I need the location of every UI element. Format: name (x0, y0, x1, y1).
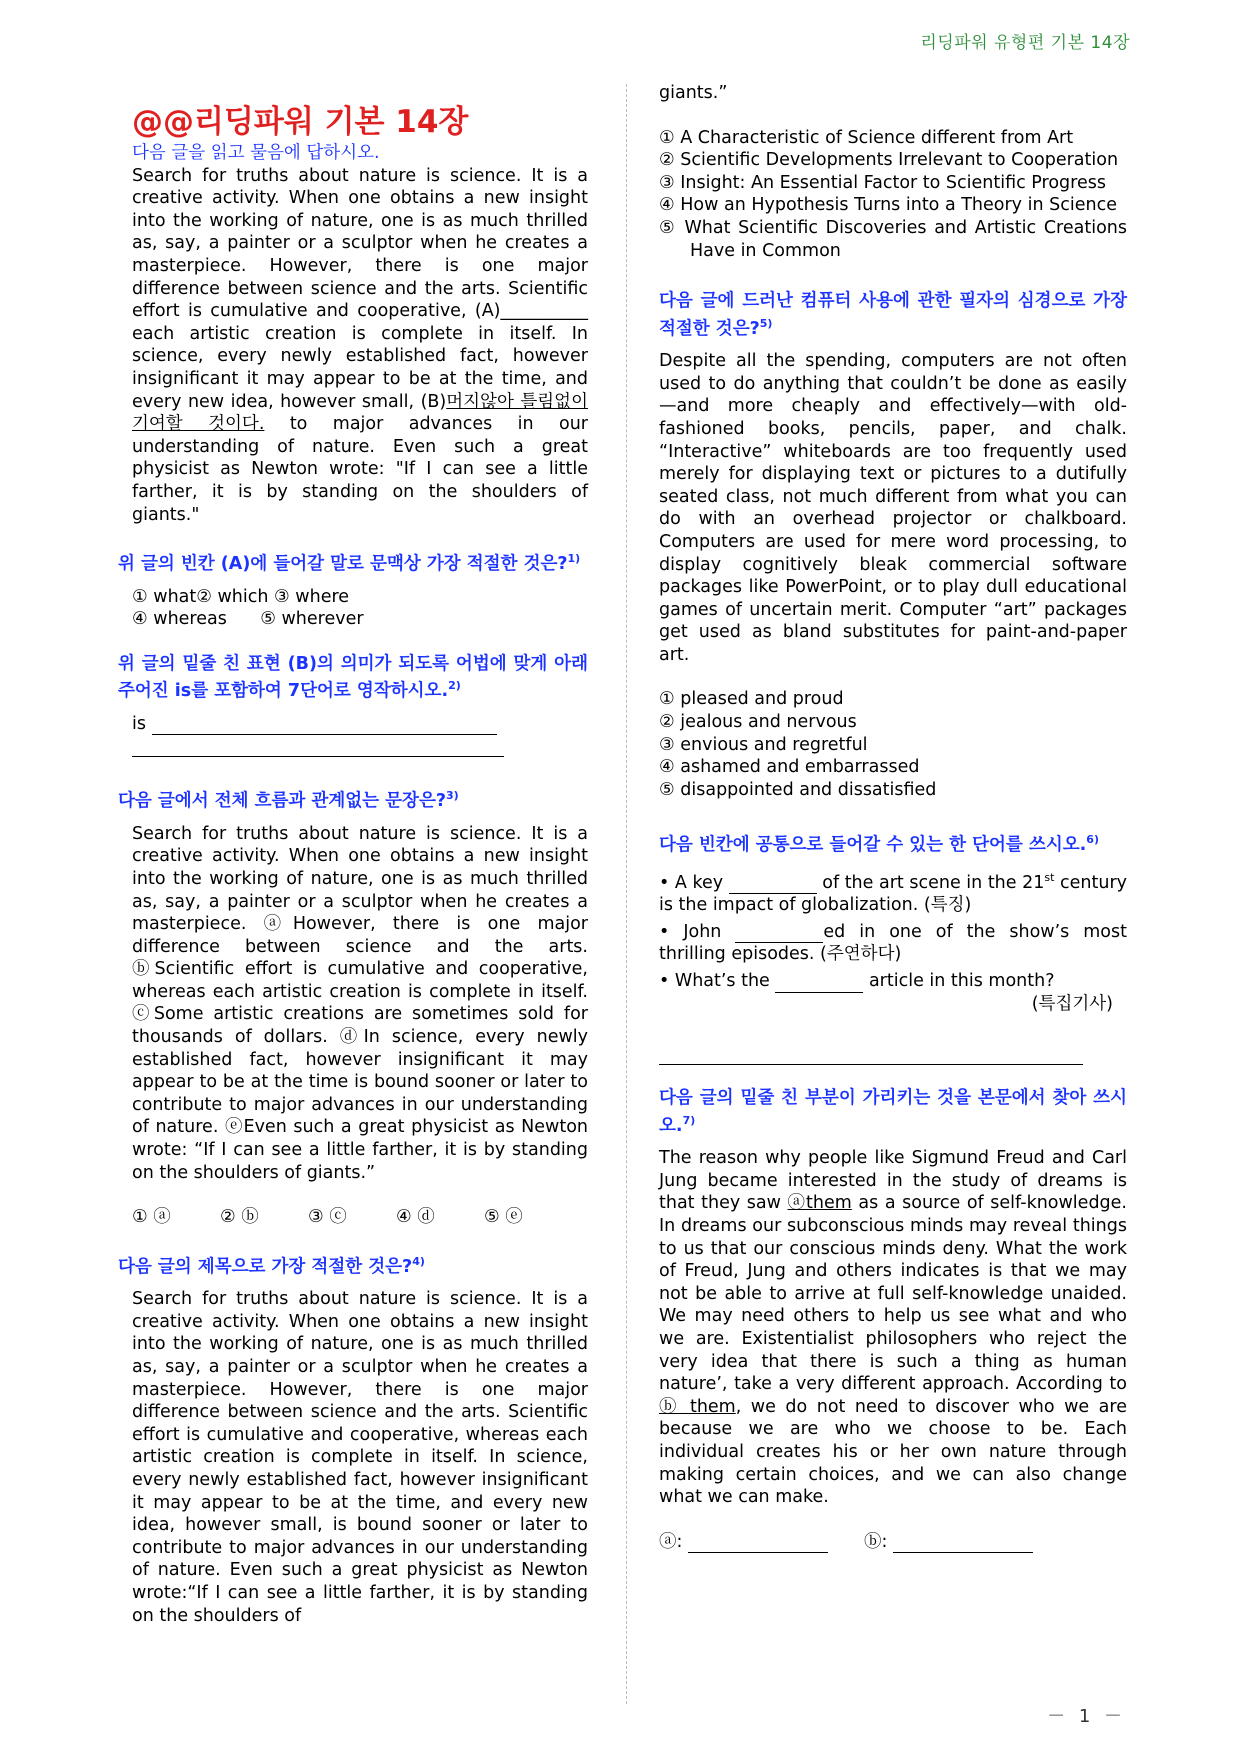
question-5: 다음 글에 드러난 컴퓨터 사용에 관한 필자의 심경으로 가장 적절한 것은?$^{5)}$ (659, 291, 1127, 339)
question-3: 다음 글에서 전체 흐름과 관계없는 문장은?$^{3)}$ (118, 789, 459, 812)
q4-option-5[interactable]: ⑤ What Scientific Discoveries and Artistic Creations Have in Common (659, 217, 1127, 261)
q6-blank-3[interactable] (775, 975, 863, 993)
passage-4-end: giants.” (659, 83, 728, 103)
intro-instruction: 다음 글을 읽고 물음에 답하시오. (132, 143, 380, 163)
q2-answer-line-2[interactable] (132, 735, 504, 757)
q3-option-5[interactable]: ⑤ ⓔ (484, 1207, 523, 1228)
blank-a: __________ (500, 301, 588, 322)
q4-option-2[interactable]: ② Scientific Developments Irrelevant to Cooperation (659, 150, 1119, 171)
underlined-b: 머지않아 틀림없이 기여할 것이다. (132, 391, 588, 435)
q7-answer-b[interactable]: ⓑ: (864, 1531, 1033, 1554)
q5-option-4[interactable]: ④ ashamed and embarrassed (659, 757, 920, 778)
page-number: － 1 － (1047, 1706, 1126, 1727)
question-2: 위 글의 밑줄 친 표현 (B)의 의미가 되도록 어법에 맞게 아래 주어진 is를 포함하여 7단어로 영작하시오.$^{2)}$ (118, 653, 588, 702)
passage-7: The reason why people like Sigmund Freud and Carl Jung became interested in the study of dreams is that they saw ⓐthem as a source of self-knowledge. In dreams our subconscious minds may reveal things to us that our conscious minds deny. What the work of Freud, Jung and others indicates is that we may not be able to arrive at full self-knowledge unaided. We may need others to help us see what and who we are. Existentialist philosophers who reject the very idea that there is such a thing as human nature’, take a very different approach. According to ⓑ them, we do not need to discover who we are because we are who we choose to be. Each individual creates his or her own nature through making certain choices, and we can also change what we can make. (659, 1148, 1127, 1508)
question-1: 위 글의 빈칸 (A)에 들어갈 말로 문맥상 가장 적절한 것은?$^{1)}$ (118, 552, 581, 574)
q3-options (132, 1206, 572, 1229)
q7-answer-a[interactable]: ⓐ: (659, 1531, 828, 1554)
q4-option-3[interactable]: ③ Insight: An Essential Factor to Scientific Progress (659, 172, 1106, 193)
q6-blank-2[interactable] (735, 925, 823, 943)
q4-option-4[interactable]: ④ How an Hypothesis Turns into a Theory in Science (659, 195, 1117, 216)
page-title: @@리딩파워 기본 14장 (132, 104, 469, 140)
question-4: 다음 글의 제목으로 가장 적절한 것은?$^{4)}$ (118, 1254, 425, 1277)
passage-1: Search for truths about nature is science. It is a creative activity. When one obtains a new insight into the working of nature, one is as much thrilled as, say, a painter or a sculptor when he creates a masterpiece. However, there is one major difference between science and the arts. Scientific effort is cumulative and cooperative, (A)__________ each artistic creation is complete in itself. In science, every newly established fact, however insignificant it may appear to be at the time, and every new idea, however small, (B)머지않아 틀림없이 기여할 것이다. to major advances in our understanding of nature. Even such a great physicist as Newton wrote: "If I can see a little farther, it is by standing on the shoulders of giants." (132, 165, 588, 525)
q3-option-1[interactable]: ① ⓐ (132, 1207, 171, 1228)
q3-option-2[interactable]: ② ⓑ (220, 1207, 259, 1228)
question-6: 다음 빈칸에 공통으로 들어갈 수 있는 한 단어를 쓰시오.$^{6)}$ (659, 833, 1099, 856)
q6-item-1: • A key of the art scene in the 21st century is the impact of globalization. (특징) (659, 870, 1127, 916)
q1-options-row2[interactable]: ④ whereas ⑤ wherever (132, 609, 364, 630)
page-header: 리딩파워 유형편 기본 14장 (920, 33, 1130, 53)
passage-5: Despite all the spending, computers are not often used to do anything that couldn’t be done as easily—and more cheaply and effectively—with old-fashioned books, pencils, paper, and chalk. “Interactive” whiteboards are too frequently used merely for displaying text or pictures to a dutifully seated class, not much different from what you can do with an overhead projector or chalkboard. Computers are used for mere word processing, to display cognitively bleak commercial software packages like PowerPoint, or to play dull educational games of uncertain merit. Computer “art” packages get used as bland substitutes for paint-and-paper art. (659, 351, 1127, 665)
q6-item-3-hint: (특집기사) (1031, 993, 1113, 1014)
q2-answer-line[interactable]: is (132, 713, 588, 736)
q5-option-2[interactable]: ② jealous and nervous (659, 712, 857, 733)
passage-3: Search for truths about nature is science. It is a creative activity. When one obtains a new insight into the working of nature, one is as much thrilled as, say, a painter or a sculptor when he creates a masterpiece. ⓐHowever, there is one major difference between science and the arts. ⓑScientific effort is cumulative and cooperative, whereas each artistic creation is complete in itself. ⓒSome artistic creations are sometimes sold for thousands of dollars. ⓓIn science, every newly established fact, however insignificant it may appear to be at the time is bound sooner or later to contribute to major advances in our understanding of nature. ⓔEven such a great physicist as Newton wrote: “If I can see a little farther, it is by standing on the shoulders of giants.” (132, 823, 588, 1183)
underlined-them-b: ⓑ them (659, 1396, 736, 1417)
left-column (118, 82, 588, 1627)
q7-answers (659, 1531, 1127, 1554)
underlined-them-a: ⓐthem (787, 1193, 852, 1214)
column-divider (626, 84, 627, 1704)
q5-option-1[interactable]: ① pleased and proud (659, 689, 844, 710)
question-7: 다음 글의 밑줄 친 부분이 가리키는 것을 본문에서 찾아 쓰시오.$^{7)}$ (659, 1088, 1127, 1136)
q5-option-5[interactable]: ⑤ disappointed and dissatisfied (659, 779, 937, 800)
q6-blank-1[interactable] (729, 876, 817, 894)
right-column (659, 82, 1127, 1553)
q5-option-3[interactable]: ③ envious and regretful (659, 734, 868, 755)
q6-item-3: • What’s the article in this month? (659, 971, 1055, 992)
q3-option-3[interactable]: ③ ⓒ (308, 1207, 347, 1228)
q3-option-4[interactable]: ④ ⓓ (396, 1207, 435, 1228)
q6-item-2: • John ed in one of the show’s most thrilling episodes. (주연하다) (659, 921, 1127, 965)
q4-option-1[interactable]: ① A Characteristic of Science different from Art (659, 127, 1074, 148)
q6-answer-line[interactable] (659, 1043, 1083, 1065)
q1-options-row1[interactable]: ① what② which ③ where (132, 586, 350, 607)
passage-4: Search for truths about nature is science. It is a creative activity. When one obtains a new insight into the working of nature, one is as much thrilled as, say, a painter or a sculptor when he creates a masterpiece. However, there is one major difference between science and the arts. Scientific effort is cumulative and cooperative, whereas each artistic creation is complete in itself. In science, every newly established fact, however insignificant it may appear to be at the time, and every new idea, however small, is bound sooner or later to contribute to major advances in our understanding of nature. Even such a great physicist as Newton wrote:“If I can see a little farther, it is by standing on the shoulders of (132, 1289, 588, 1626)
